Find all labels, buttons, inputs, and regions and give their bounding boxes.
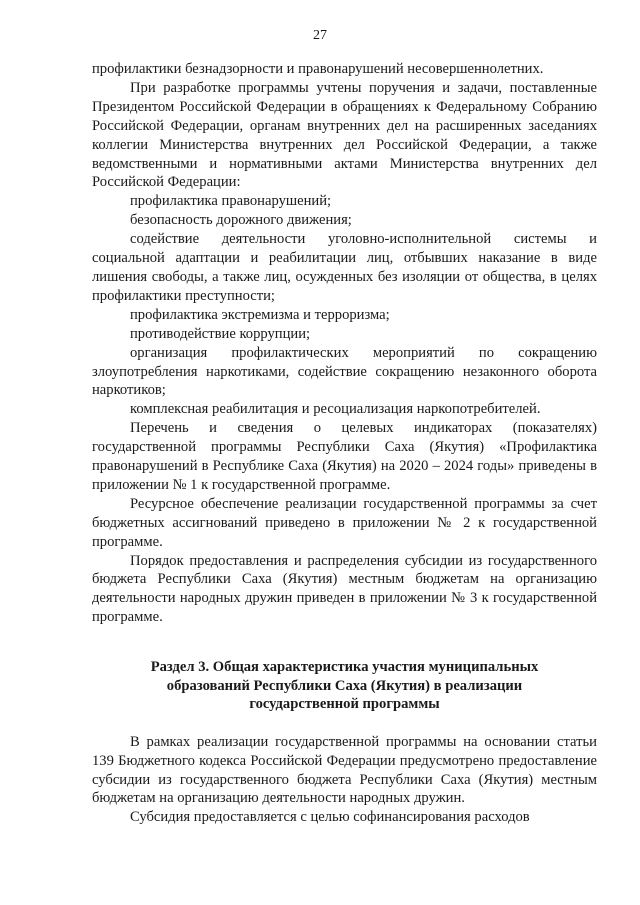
section-heading: Раздел 3. Общая характеристика участия муниципальных образований Республики Саха (Якутия) в реализации государственной программы [150, 659, 539, 713]
list-item: безопасность дорожного движения; [130, 212, 352, 229]
page-number: 27 [313, 28, 327, 43]
paragraph: При разработке программы учтены поручения и задачи, поставленные Президентом Российской Федерации в обращениях к Федеральному Собранию Российской Федерации, органам внутренних дел на расширенных заседаниях коллегии Министерства внутренних дел Российской Федерации, а также ведомственными и нормативными актами Министерства внутренних дел Российской Федерации: [92, 79, 597, 191]
paragraph: профилактики безнадзорности и правонарушений несовершеннолетних. [92, 61, 544, 77]
list-item: содействие деятельности уголовно-исполнительной системы и социальной адаптации и реабилитации лиц, отбывших наказание в виде лишения свободы, а также лиц, осужденных без изоляции от общества, в целях профилактики преступности; [92, 231, 597, 304]
list-item: противодействие коррупции; [130, 325, 311, 342]
paragraph: Субсидия предоставляется с целью софинансирования расходов [130, 809, 530, 826]
list-item: профилактика экстремизма и терроризма; [130, 306, 390, 323]
list-item: комплексная реабилитация и ресоциализация наркопотребителей. [130, 401, 541, 418]
document-body [92, 60, 597, 827]
list-item: профилактика правонарушений; [130, 193, 332, 210]
paragraph: В рамках реализации государственной программы на основании статьи 139 Бюджетного кодекса Российской Федерации предусмотрено предоставление субсидии из государственного бюджета Республики Саха (Якутия) местным бюджетам на организацию деятельности народных дружин. [92, 733, 597, 807]
paragraph: Порядок предоставления и распределения субсидии из государственного бюджета Республики Саха (Якутия) местным бюджетам на организацию деятельности народных дружин приведен в приложении № 3 к государственной программе. [92, 552, 597, 626]
paragraph: Перечень и сведения о целевых индикаторах (показателях) государственной программы Республики Саха (Якутия) «Профилактика правонарушений в Республике Саха (Якутия) на 2020 – 2024 годы» приведены в приложении № 1 к государственной программе. [92, 420, 597, 493]
list-item: организация профилактических мероприятий по сокращению злоупотребления наркотиками, содействие сокращению незаконного оборота наркотиков; [92, 344, 597, 399]
paragraph: Ресурсное обеспечение реализации государственной программы за счет бюджетных ассигнований приведено в приложении № 2 к государственной программе. [92, 495, 597, 550]
